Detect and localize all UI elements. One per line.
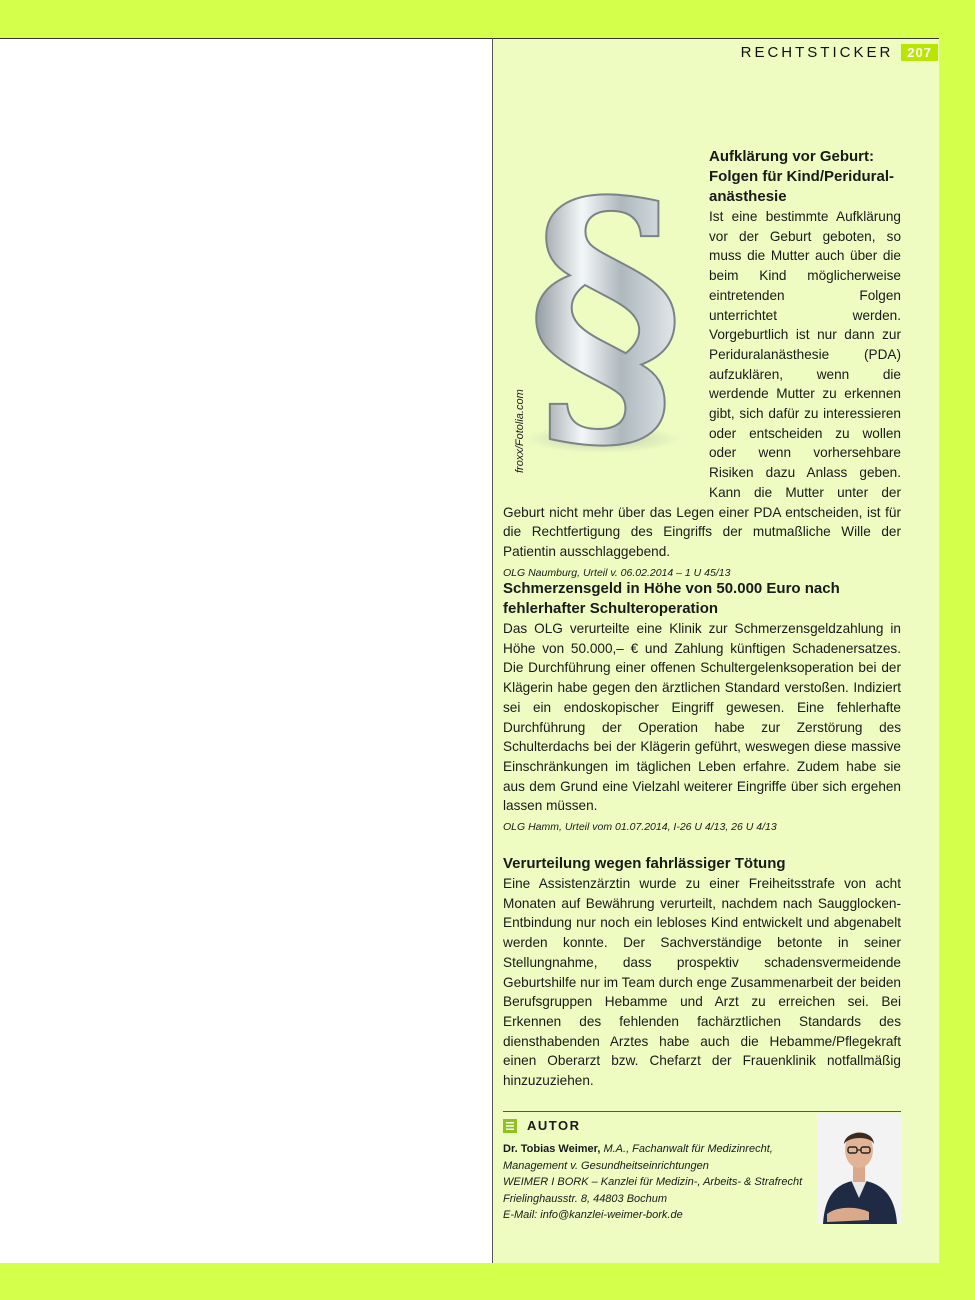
svg-text:§: §: [527, 147, 684, 488]
blank-left-page: [0, 38, 492, 1263]
list-icon: [503, 1119, 517, 1133]
author-line: Frielinghausstr. 8, 44803 Bochum: [503, 1192, 668, 1205]
paragraph-sign-illustration: [503, 147, 709, 497]
author-details: [503, 1141, 813, 1224]
article-body: Ist eine bestimmte Aufklärung vor der Geburt geboten, so muss die Mutter auch über die beim Kind möglicherweise eintretenden Folgen unterrichtet werden. Vorgeburtlich ist nur dann zur Periduralanästhesie (PDA) aufzuklären, wenn die werdende Mutter zu erkennen gibt, sich dafür zu interessieren oder entscheiden zu wollen oder wenn vorhersehbare Risiken dazu Anlass geben. Kann die Mutter unter der Geburt nicht mehr über das Legen einer PDA entscheiden, ist für die Rechtfertigung des Eingriffs der mutmaßliche Wille der Patientin ausschlaggebend.: [503, 209, 901, 559]
article-body: Das OLG verurteilte eine Klinik zur Schmerzensgeldzahlung in Höhe von 50.000,– € und Zahlung künftigen Schadenersatzes. Die Durchführung einer offenen Schultergelenksoperation bei der Klägerin habe gegen den ärztlichen Standard verstoßen. Indiziert sei ein endoskopischer Eingriff gewesen. Eine fehlerhafte Durchführung der Operation habe zur Zerstörung des Schulterdachs bei der Klägerin geführt, weswegen diese massive Einschränkungen im täglichen Leben erfahre. Zudem habe sie aus dem Grund eine Vielzahl weiterer Eingriffe über sich ergehen lassen müssen.: [503, 621, 901, 814]
article-body: Eine Assistenzärztin wurde zu einer Freiheitsstrafe von acht Monaten auf Bewährung verurteilt, nachdem nach Saugglocken-Entbindung nur noch ein lebloses Kind entwickelt und abgenabelt werden konnte. Der Sachverständige betonte in seiner Stellungnahme, dass prospektiv schadensvermeidende Geburtshilfe nur im Team durch enge Zusammenarbeit der beiden Berufsgruppen Hebamme und Arzt zu erreichen sei. Bei Erkennen des fehlenden fachärztlichen Standards des diensthabenden Arztes habe auch die Hebamme/Pflegekraft einen Oberarzt bzw. Chefarzt der Frauenklinik notfallmäßig hinzuzuziehen.: [503, 876, 901, 1089]
article-3: [503, 854, 901, 1091]
author-label: AUTOR: [527, 1118, 581, 1133]
author-box: [503, 1111, 901, 1224]
author-line: WEIMER I BORK – Kanzlei für Medizin-, Arbeits- & Strafrecht: [503, 1176, 803, 1188]
author-name: Dr. Tobias Weimer,: [503, 1143, 601, 1155]
article-title: Schmerzensgeld in Höhe von 50.000 Euro nach fehlerhafter Schulteroperation: [503, 580, 840, 617]
article-citation: OLG Naumburg, Urteil v. 06.02.2014 – 1 U 45/13: [503, 566, 731, 579]
author-credentials: M.A., Fachanwalt für Medizinrecht,: [600, 1143, 773, 1155]
portrait-icon: [817, 1114, 901, 1224]
title-line: Aufklärung vor Geburt:: [709, 148, 875, 165]
article-1: [503, 147, 901, 582]
author-line: Management v. Gesundheitseinrichtungen: [503, 1159, 709, 1172]
page-header: [741, 44, 938, 61]
section-sign-icon: [503, 147, 709, 497]
photo-credit: froxx/Fotolia.com: [514, 389, 526, 473]
page-number: 207: [901, 44, 938, 61]
article-2: [503, 579, 901, 836]
section-title: RECHTSTICKER: [740, 44, 894, 61]
title-line: Folgen für Kind/Peridural-: [709, 168, 895, 185]
author-email: E-Mail: info@kanzlei-weimer-bork.de: [503, 1209, 683, 1221]
article-title: Verurteilung wegen fahrlässiger Tötung: [503, 855, 786, 872]
author-photo: [817, 1114, 901, 1224]
article-citation: OLG Hamm, Urteil vom 01.07.2014, I-26 U 4/13, 26 U 4/13: [503, 821, 777, 834]
title-line: anästhesie: [709, 188, 787, 205]
